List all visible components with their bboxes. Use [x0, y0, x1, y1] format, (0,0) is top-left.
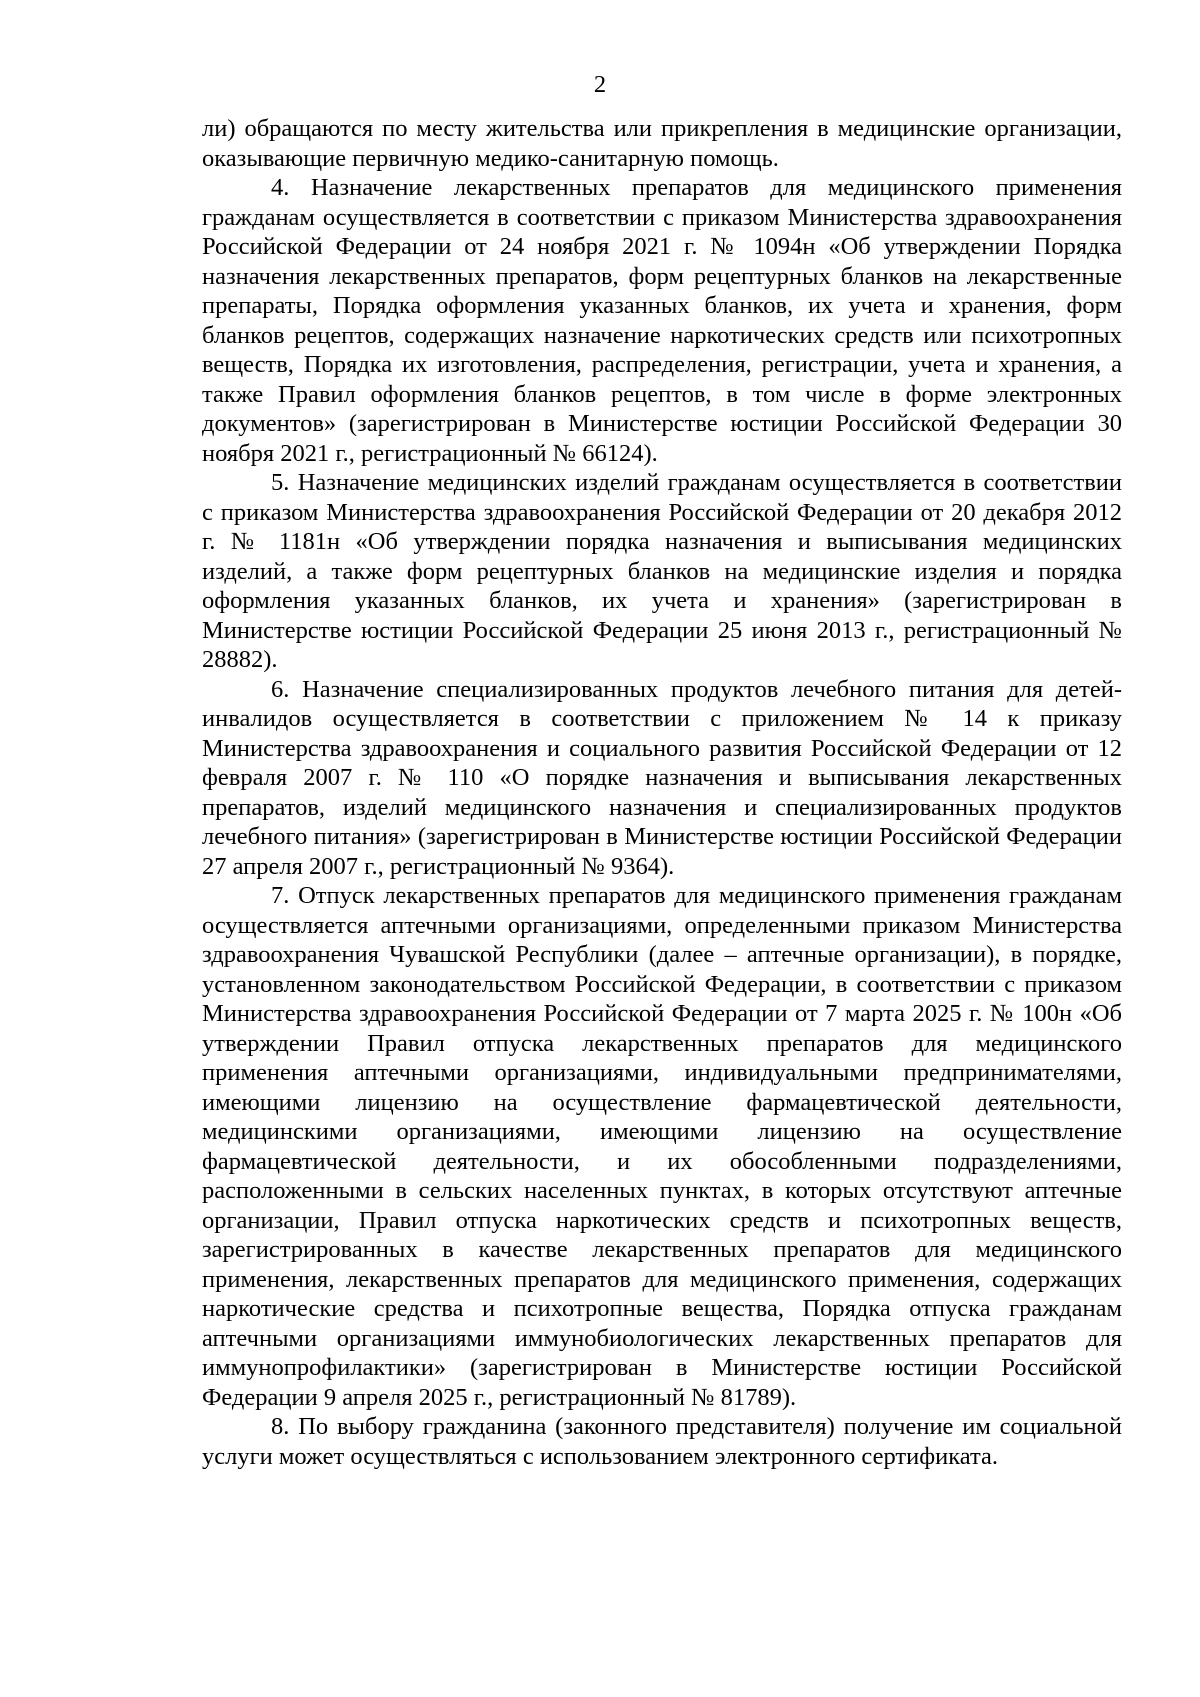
page-number: 2	[593, 71, 607, 98]
paragraph-item-8: 8. По выбору гражданина (законного представителя) получение им социальной услуги может осуществляться с использованием электронного сертификата.	[202, 1413, 1122, 1470]
paragraph-item-5: 5. Назначение медицинских изделий гражданам осуществляется в соответствии с приказом Министерства здравоохранения Российской Федерации от 20 декабря 2012 г. № 1181н «Об утверждении порядка назначения и выписывания медицинских изделий, а также форм рецептурных бланков на медицинские изделия и порядка оформления указанных бланков, их учета и хранения» (зарегистрирован в Министерстве юстиции Российской Федерации 25 июня 2013 г., регистрационный № 28882).	[202, 469, 1122, 673]
paragraph-continuation: ли) обращаются по месту жительства или прикрепления в медицинские организации, оказывающие первичную медико-санитарную помощь.	[202, 115, 1122, 172]
paragraph-item-7: 7. Отпуск лекарственных препаратов для медицинского применения гражданам осуществляется аптечными организациями, определенными приказом Министерства здравоохранения Чувашской Республики (далее – аптечные организации), в порядке, установленном законодательством Российской Федерации, в соответствии с приказом Министерства здравоохранения Российской Федерации от 7 марта 2025 г. № 100н «Об утверждении Правил отпуска лекарственных препаратов для медицинского применения аптечными организациями, индивидуальными предпринимателями, имеющими лицензию на осуществление фармацевтической деятельности, медицинскими организациями, имеющими лицензию на осуществление фармацевтической деятельности, и их обособленными подразделениями, расположенными в сельских населенных пунктах, в которых отсутствуют аптечные организации, Правил отпуска наркотических средств и психотропных веществ, зарегистрированных в качестве лекарственных препаратов для медицинского применения, лекарственных препаратов для медицинского применения, содержащих наркотические средства и психотропные вещества, Порядка отпуска гражданам аптечными организациями иммунобиологических лекарственных препаратов для иммунопрофилактики» (зарегистрирован в Министерстве юстиции Российской Федерации 9 апреля 2025 г., регистрационный № 81789).	[202, 882, 1122, 1411]
paragraph-item-6: 6. Назначение специализированных продуктов лечебного питания для детей-инвалидов осуществляется в соответствии с приложением № 14 к приказу Министерства здравоохранения и социального развития Российской Федерации от 12 февраля 2007 г. № 110 «О порядке назначения и выписывания лекарственных препаратов, изделий медицинского назначения и специализированных продуктов лечебного питания» (зарегистрирован в Министерстве юстиции Российской Федерации 27 апреля 2007 г., регистрационный № 9364).	[202, 675, 1122, 880]
document-body	[202, 114, 1122, 1471]
paragraph-item-4: 4. Назначение лекарственных препаратов для медицинского применения гражданам осуществляется в соответствии с приказом Министерства здравоохранения Российской Федерации от 24 ноября 2021 г. № 1094н «Об утверждении Порядка назначения лекарственных препаратов, форм рецептурных бланков на лекарственные препараты, Порядка оформления указанных бланков, их учета и хранения, форм бланков рецептов, содержащих назначение наркотических средств или психотропных веществ, Порядка их изготовления, распределения, регистрации, учета и хранения, а также Правил оформления бланков рецептов, в том числе в форме электронных документов» (зарегистрирован в Министерстве юстиции Российской Федерации 30 ноября 2021 г., регистрационный № 66124).	[202, 174, 1122, 467]
